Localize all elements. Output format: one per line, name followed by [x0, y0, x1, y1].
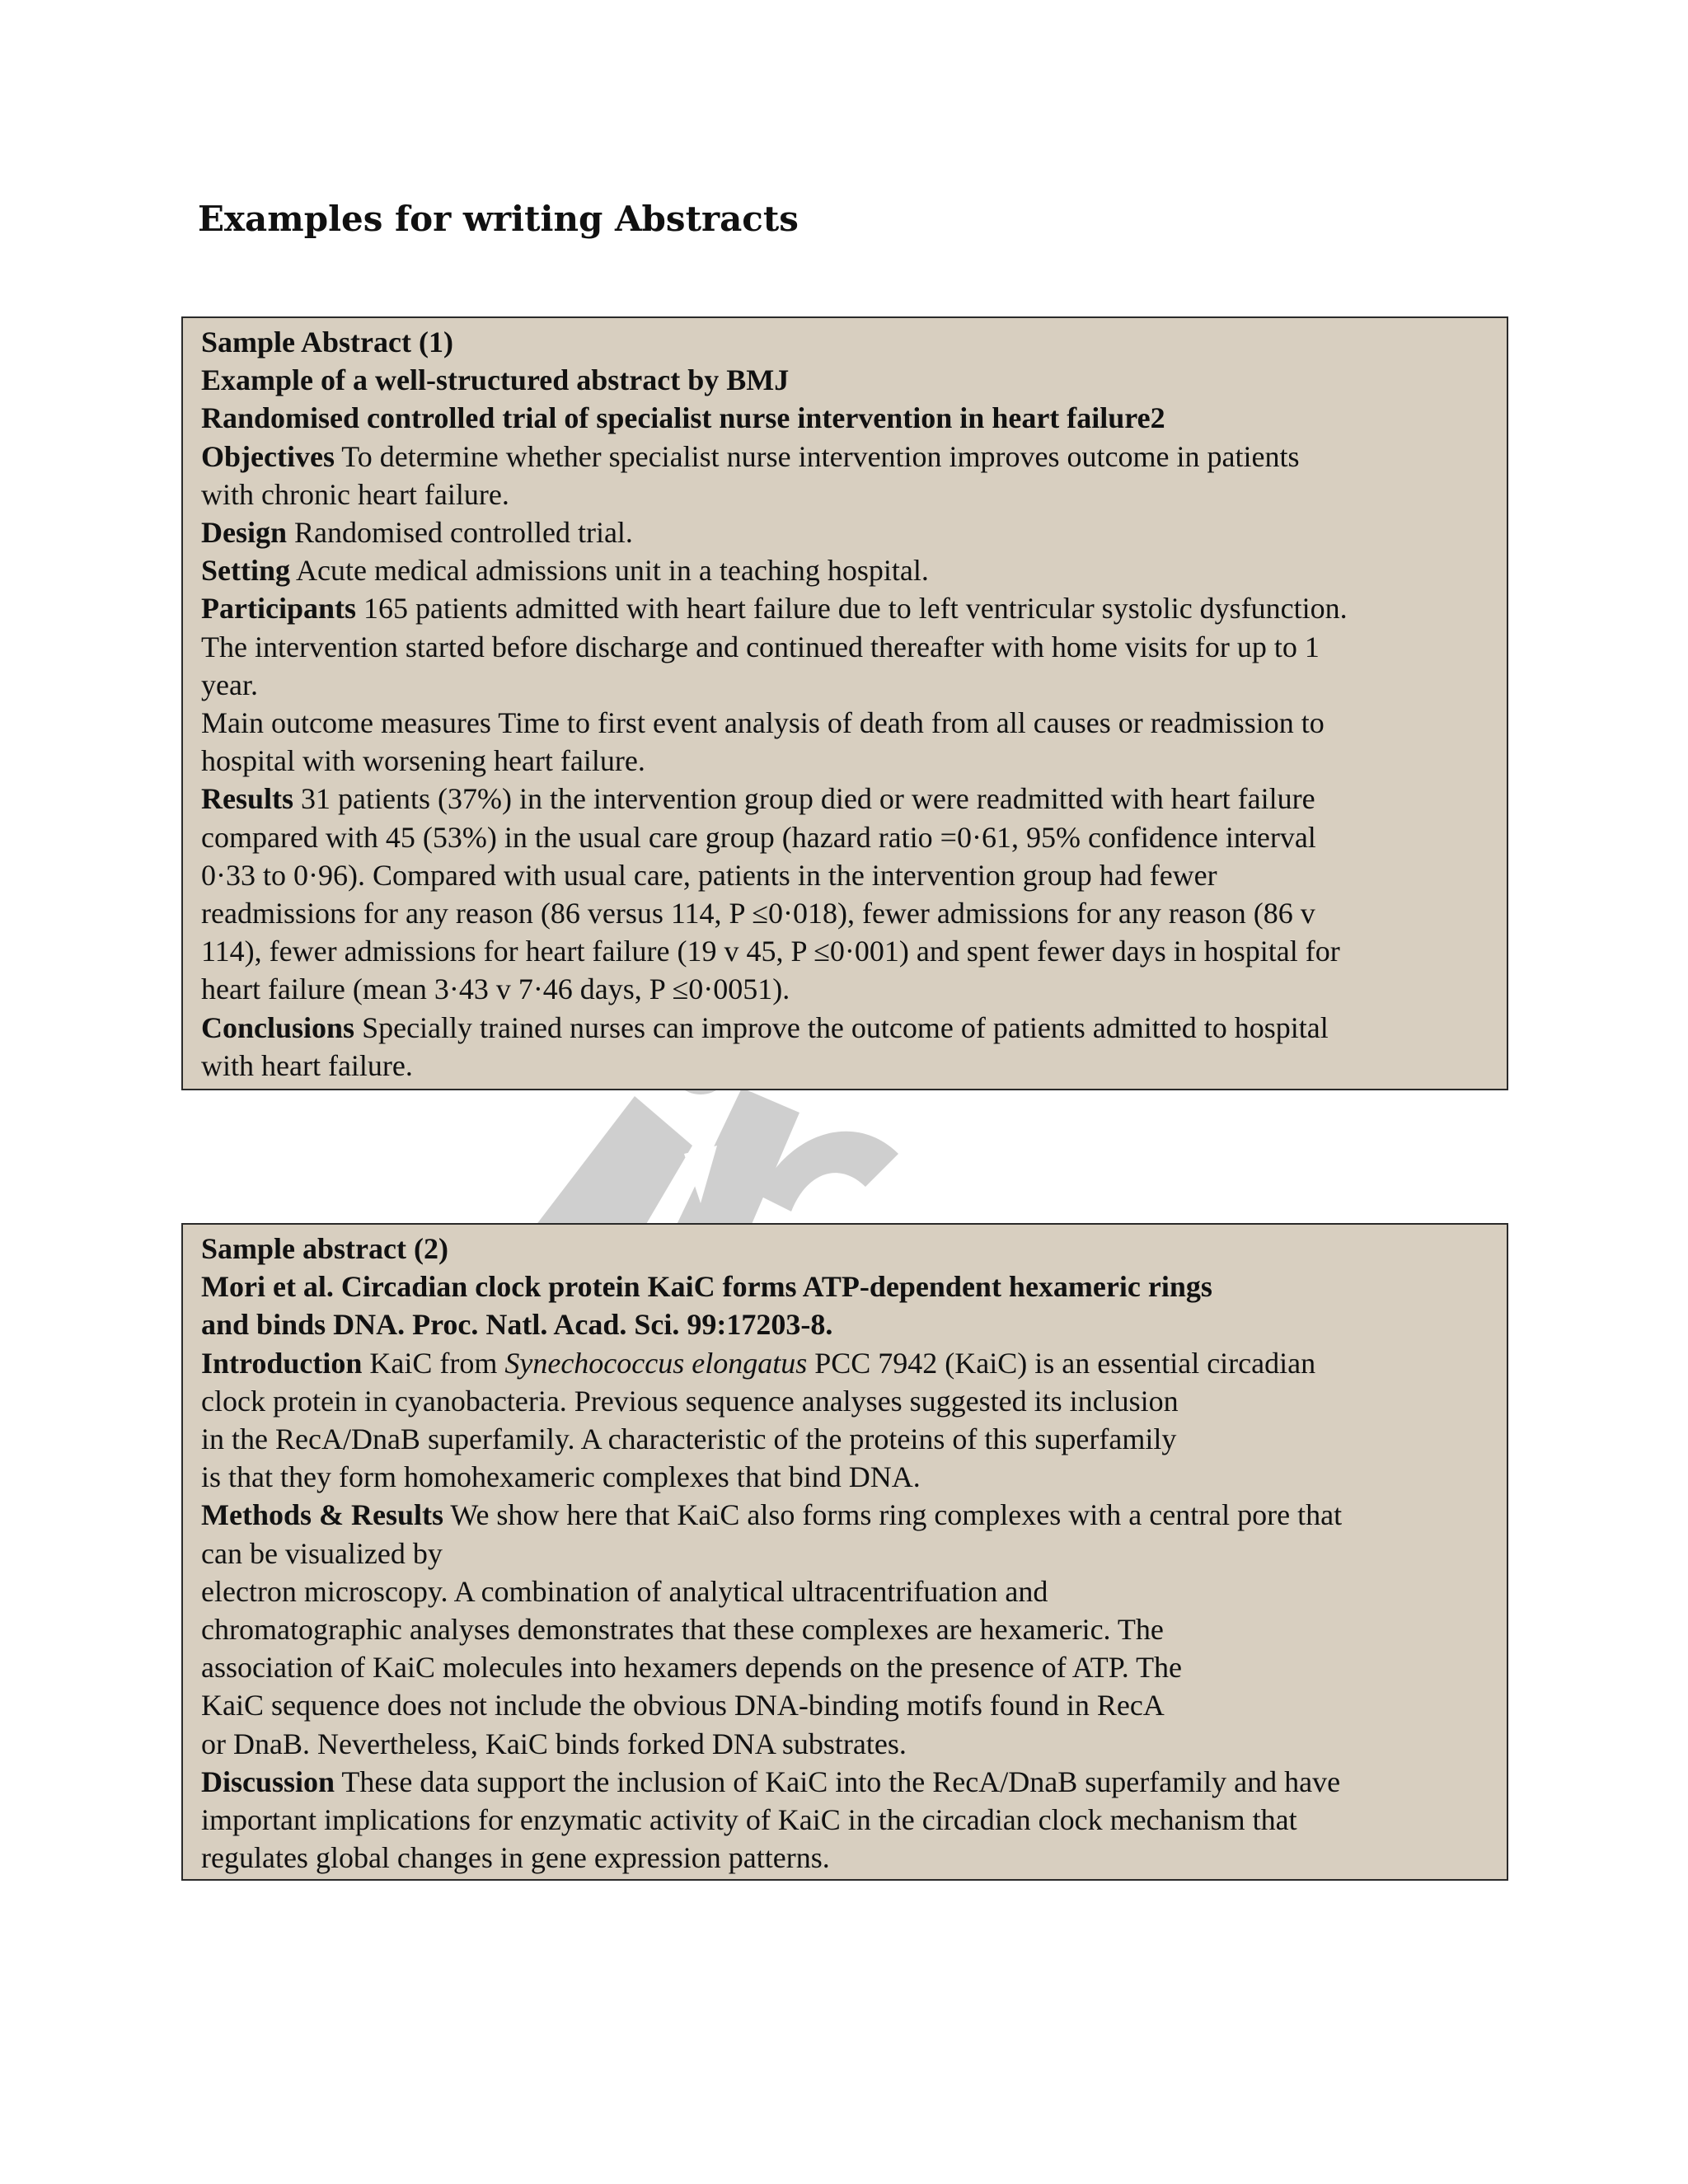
results-text-cont: readmissions for any reason (86 versus 114, P ≤0·018), fewer admissions for any reason (86 v [201, 897, 1315, 930]
conclusions-text-cont: with heart failure. [201, 1048, 413, 1082]
discussion-text: These data support the inclusion of KaiC into the RecA/DnaB superfamily and have [335, 1765, 1341, 1798]
introduction-text-post: PCC 7942 (KaiC) is an essential circadian [807, 1346, 1316, 1380]
abstract2-citation-cont: and binds DNA. Proc. Natl. Acad. Sci. 99:17203-8. [201, 1308, 833, 1342]
methods-label: Methods & Results [201, 1498, 443, 1532]
sample-abstract-2 [181, 1223, 1508, 1881]
methods-text-cont: association of KaiC molecules into hexamers depends on the presence of ATP. The [201, 1651, 1183, 1685]
objectives-text-cont: with chronic heart failure. [201, 477, 509, 511]
abstract2-discussion [201, 1763, 1490, 1801]
objectives-label: Objectives [201, 439, 335, 473]
outcome-measures-text-cont: hospital with worsening heart failure. [201, 744, 645, 778]
abstract1-conclusions [201, 1009, 1490, 1047]
conclusions-label: Conclusions [201, 1010, 355, 1044]
results-text-cont: 0·33 to 0·96). Compared with usual care, patients in the intervention group had fewer [201, 858, 1217, 892]
abstract1-objectives [201, 438, 1490, 476]
methods-text-cont: KaiC sequence does not include the obvious DNA-binding motifs found in RecA [201, 1689, 1165, 1722]
abstract2-introduction [201, 1344, 1490, 1382]
design-text: Randomised controlled trial. [287, 516, 633, 550]
results-text: 31 patients (37%) in the intervention group died or were readmitted with heart failure [293, 782, 1315, 816]
participants-text: 165 patients admitted with heart failure due to left ventricular systolic dysfunction. [355, 592, 1348, 626]
participants-label: Participants [201, 592, 356, 626]
sample-abstract-1 [181, 316, 1508, 1090]
results-label: Results [201, 782, 294, 816]
setting-label: Setting [201, 554, 290, 588]
introduction-text-cont: in the RecA/DnaB superfamily. A characteristic of the proteins of this superfamily [201, 1422, 1177, 1456]
abstract2-heading: Sample abstract (2) [201, 1232, 448, 1265]
conclusions-text: Specially trained nurses can improve the outcome of patients admitted to hospital [354, 1010, 1329, 1044]
abstract1-article-title: Randomised controlled trial of specialist nurse intervention in heart failure2 [201, 401, 1165, 435]
outcome-measures-text: Main outcome measures Time to first event analysis of death from all causes or readmission to [201, 706, 1325, 740]
methods-text: We show here that KaiC also forms ring complexes with a central pore that [443, 1498, 1343, 1532]
methods-text-cont: or DnaB. Nevertheless, KaiC binds forked DNA substrates. [201, 1727, 907, 1760]
abstract1-design [201, 513, 1490, 551]
abstract1-setting [201, 551, 1490, 589]
introduction-text-cont: clock protein in cyanobacteria. Previous sequence analyses suggested its inclusion [201, 1384, 1179, 1418]
abstract2-citation: Mori et al. Circadian clock protein KaiC forms ATP-dependent hexameric rings [201, 1270, 1212, 1304]
results-text-cont: 114), fewer admissions for heart failure (19 v 45, P ≤0·001) and spent fewer days in hospital for [201, 935, 1340, 968]
discussion-text-cont: important implications for enzymatic activity of KaiC in the circadian clock mechanism that [201, 1803, 1297, 1837]
abstract2-methods [201, 1496, 1490, 1534]
discussion-label: Discussion [201, 1765, 335, 1798]
discussion-text-cont: regulates global changes in gene expression patterns. [201, 1841, 830, 1875]
participants-text-cont: The intervention started before discharge and continued thereafter with home visits for up to 1 [201, 630, 1320, 663]
species-name: Synechococcus elongatus [504, 1346, 808, 1380]
methods-text-cont: can be visualized by [201, 1536, 443, 1570]
abstract1-heading: Sample Abstract (1) [201, 326, 453, 359]
results-text-cont: heart failure (mean 3·43 v 7·46 days, P ≤0·0051). [201, 972, 790, 1006]
page-title: Examples for writing Abstracts [198, 199, 799, 239]
introduction-label: Introduction [201, 1346, 363, 1380]
results-text-cont: compared with 45 (53%) in the usual care group (hazard ratio =0·61, 95% confidence interval [201, 820, 1316, 854]
introduction-text-cont: is that they form homohexameric complexes that bind DNA. [201, 1460, 921, 1494]
abstract1-subheading: Example of a well-structured abstract by BMJ [201, 363, 790, 397]
methods-text-cont: chromatographic analyses demonstrates that these complexes are hexameric. The [201, 1613, 1164, 1647]
setting-text: Acute medical admissions unit in a teaching hospital. [290, 554, 929, 588]
abstract1-participants [201, 589, 1490, 627]
introduction-text: KaiC from [362, 1346, 505, 1380]
abstract1-results [201, 780, 1490, 818]
objectives-text: To determine whether specialist nurse intervention improves outcome in patients [334, 439, 1300, 473]
design-label: Design [201, 516, 288, 550]
participants-text-cont: year. [201, 668, 258, 701]
methods-text-cont: electron microscopy. A combination of analytical ultracentrifuation and [201, 1574, 1048, 1608]
